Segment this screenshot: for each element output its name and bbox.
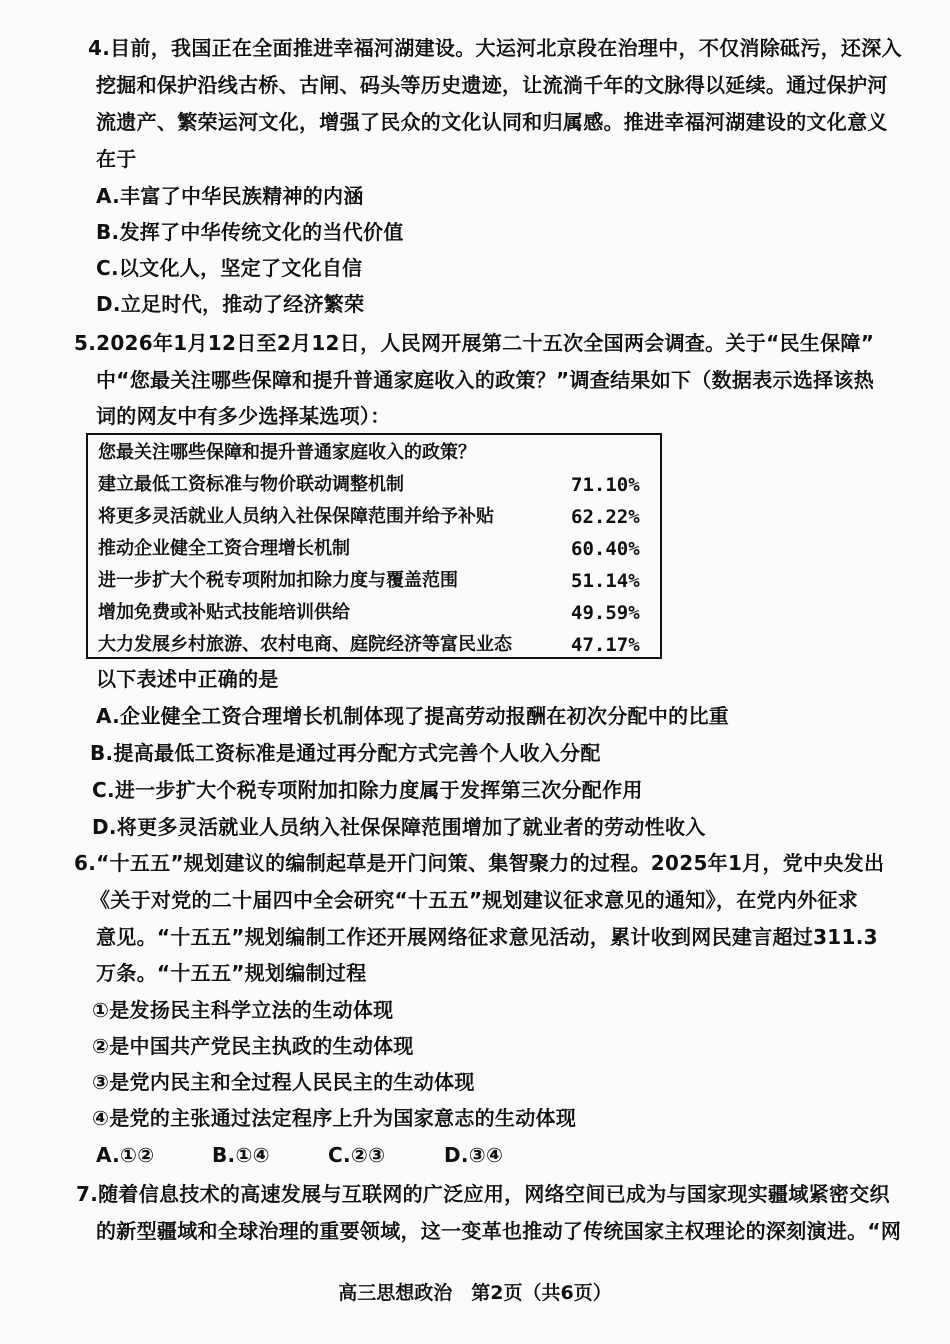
table-row-label: 进一步扩大个税专项附加扣除力度与覆盖范围 xyxy=(98,570,458,591)
q4-stem-line-3: 流遗产、繁荣运河文化，增强了民众的文化认同和归属感。推进幸福河湖建设的文化意义 xyxy=(96,110,888,134)
q6-statement-2: ②是中国共产党民主执政的生动体现 xyxy=(92,1034,414,1058)
page-footer: 高三思想政治 第2页（共6页） xyxy=(338,1282,612,1304)
q6-statement-3: ③是党内民主和全过程人民民主的生动体现 xyxy=(92,1070,475,1094)
q6-stem-line-3: 意见。“十五五”规划编制工作还开展网络征求意见活动，累计收到网民建言超过311.3 xyxy=(96,925,878,949)
q6-choice-b: B.①④ xyxy=(212,1143,270,1167)
survey-table-title xyxy=(98,441,650,465)
q6-stem-line-2: 《关于对党的二十届四中全会研究“十五五”规划建议征求意见的通知》，在党内外征求 xyxy=(90,888,858,912)
table-row-value: 47.17% xyxy=(571,634,640,656)
q5-stem-line-2: 中“您最关注哪些保障和提升普通家庭收入的政策？”调查结果如下（数据表示选择该热 xyxy=(96,368,874,392)
table-row xyxy=(98,473,650,497)
q5-option-a: A.企业健全工资合理增长机制体现了提高劳动报酬在初次分配中的比重 xyxy=(96,704,730,728)
table-row xyxy=(98,505,650,529)
q5-prompt: 以下表述中正确的是 xyxy=(96,667,279,691)
table-row-label: 推动企业健全工资合理增长机制 xyxy=(98,538,350,559)
table-row-label: 建立最低工资标准与物价联动调整机制 xyxy=(98,474,404,495)
table-row xyxy=(98,633,650,657)
q4-stem-line-2: 挖掘和保护沿线古桥、古闸、码头等历史遗迹，让流淌千年的文脉得以延续。通过保护河 xyxy=(96,73,888,97)
q5-stem-line-1: 5.2026年1月12日至2月12日，人民网开展第二十五次全国两会调查。关于“民生保障” xyxy=(74,331,875,355)
table-row-label: 将更多灵活就业人员纳入社保保障范围并给予补贴 xyxy=(98,506,494,527)
q5-stem-line-3: 词的网友中有多少选择某选项）： xyxy=(96,404,391,428)
q7-stem-line-1: 7.随着信息技术的高速发展与互联网的广泛应用，网络空间已成为与国家现实疆域紧密交织 xyxy=(76,1182,890,1206)
table-row-label: 大力发展乡村旅游、农村电商、庭院经济等富民业态 xyxy=(98,634,512,655)
q6-choice-c: C.②③ xyxy=(328,1143,386,1167)
table-row-value: 49.59% xyxy=(571,602,640,624)
table-row-label: 增加免费或补贴式技能培训供给 xyxy=(98,602,350,623)
q6-statement-1: ①是发扬民主科学立法的生动体现 xyxy=(92,998,394,1022)
q5-option-c: C.进一步扩大个税专项附加扣除力度属于发挥第三次分配作用 xyxy=(92,778,643,802)
survey-table xyxy=(86,433,662,659)
q6-stem-line-4: 万条。“十五五”规划编制过程 xyxy=(96,961,367,985)
q4-stem-line-1: 4.目前，我国正在全面推进幸福河湖建设。大运河北京段在治理中，不仅消除砥污，还深入 xyxy=(88,36,902,60)
table-row xyxy=(98,601,650,625)
q7-stem-line-2: 的新型疆域和全球治理的重要领域，这一变革也推动了传统国家主权理论的深刻演进。“网 xyxy=(96,1219,902,1243)
q5-option-d: D.将更多灵活就业人员纳入社保保障范围增加了就业者的劳动性收入 xyxy=(92,815,706,839)
table-row xyxy=(98,537,650,561)
table-row-value: 60.40% xyxy=(571,538,640,560)
q4-option-b: B.发挥了中华传统文化的当代价值 xyxy=(96,220,404,244)
table-row-value: 71.10% xyxy=(571,474,640,496)
q6-choice-a: A.①② xyxy=(96,1143,155,1167)
q4-option-d: D.立足时代，推动了经济繁荣 xyxy=(96,292,365,316)
q6-choice-d: D.③④ xyxy=(444,1143,504,1167)
table-row-value: 51.14% xyxy=(571,570,640,592)
q6-statement-4: ④是党的主张通过法定程序上升为国家意志的生动体现 xyxy=(92,1106,577,1130)
q5-option-b: B.提高最低工资标准是通过再分配方式完善个人收入分配 xyxy=(90,741,601,765)
survey-table-title-text: 您最关注哪些保障和提升普通家庭收入的政策？ xyxy=(98,442,476,463)
q6-stem-line-1: 6.“十五五”规划建议的编制起草是开门问策、集智聚力的过程。2025年1月，党中央发出 xyxy=(74,851,885,875)
table-row-value: 62.22% xyxy=(571,506,640,528)
q4-stem-line-4: 在于 xyxy=(96,147,137,171)
table-row xyxy=(98,569,650,593)
q4-option-a: A.丰富了中华民族精神的内涵 xyxy=(96,184,364,208)
q4-option-c: C.以文化人，坚定了文化自信 xyxy=(96,256,363,280)
